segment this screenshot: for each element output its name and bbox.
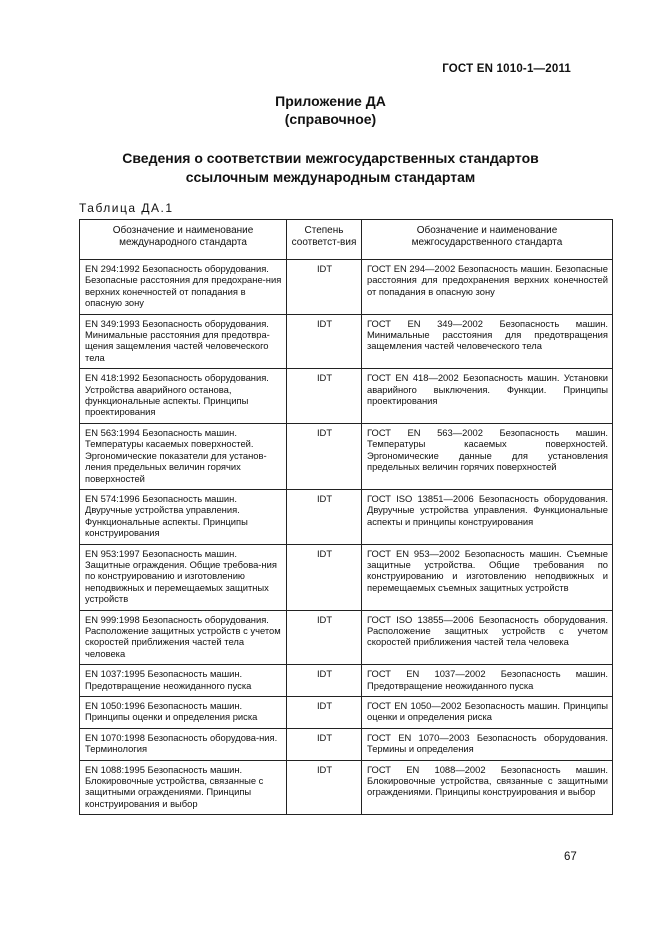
international-standard-cell: EN 574:1996 Безопасность машин. Двуручные устройства управления. Функциональные аспекты. Принципы конструирования xyxy=(80,489,287,544)
degree-cell: IDT xyxy=(287,314,362,369)
international-standard-cell: EN 1050:1996 Безопасность машин. Принципы оценки и определения риска xyxy=(80,697,287,729)
international-standard-cell: EN 294:1992 Безопасность оборудования. Безопасные расстояния для предохране-ния верхних конечностей от попадания в опасную зону xyxy=(80,260,287,315)
international-standard-cell: EN 1037:1995 Безопасность машин. Предотвращение неожиданного пуска xyxy=(80,665,287,697)
international-standard-cell: EN 418:1992 Безопасность оборудования. Устройства аварийного останова, функциональные аспекты. Принципы проектирования xyxy=(80,369,287,424)
header-degree-of-correspondence: Степень соответст-вия xyxy=(287,220,362,260)
interstate-standard-cell: ГОСТ EN 953—2002 Безопасность машин. Съемные защитные устройства. Общие требования по конструированию и изготовлению неподвижных и перемещаемых съемных защитных устройств xyxy=(362,544,613,610)
table-row xyxy=(80,697,613,729)
table-row xyxy=(80,544,613,610)
page-number: 67 xyxy=(564,851,577,863)
standards-correspondence-table xyxy=(79,219,613,815)
table-row xyxy=(80,760,613,815)
table-row xyxy=(80,260,613,315)
section-title-line1: Сведения о соответствии межгосударственных стандартов xyxy=(122,150,539,166)
table-row xyxy=(80,314,613,369)
interstate-standard-cell: ГОСТ EN 294—2002 Безопасность машин. Безопасные расстояния для предохранения верхних конечностей от попадания в опасную зону xyxy=(362,260,613,315)
table-row xyxy=(80,489,613,544)
degree-cell: IDT xyxy=(287,760,362,815)
international-standard-cell: EN 999:1998 Безопасность оборудования. Расположение защитных устройств с учетом скоростей приближения частей тела человека xyxy=(80,610,287,665)
international-standard-cell: EN 349:1993 Безопасность оборудования. Минимальные расстояния для предотвра-щения защемления частей человеческого тела xyxy=(80,314,287,369)
degree-cell: IDT xyxy=(287,369,362,424)
section-title-line2: ссылочным международным стандартам xyxy=(185,169,476,185)
interstate-standard-cell: ГОСТ EN 1050—2002 Безопасность машин. Принципы оценки и определения риска xyxy=(362,697,613,729)
international-standard-cell: EN 953:1997 Безопасность машин. Защитные ограждения. Общие требова-ния по конструированию и изготовлению неподвижных и перемещаемых защитных устройств xyxy=(80,544,287,610)
international-standard-cell: EN 1070:1998 Безопасность оборудова-ния. Терминология xyxy=(80,728,287,760)
table-row xyxy=(80,423,613,489)
table-row xyxy=(80,728,613,760)
appendix-heading xyxy=(0,92,661,128)
degree-cell: IDT xyxy=(287,728,362,760)
appendix-title: Приложение ДА xyxy=(275,93,386,109)
table-row xyxy=(80,665,613,697)
interstate-standard-cell: ГОСТ EN 1070—2003 Безопасность оборудования. Термины и определения xyxy=(362,728,613,760)
international-standard-cell: EN 1088:1995 Безопасность машин. Блокировочные устройства, связанные с защитными ограждениями. Принципы конструирования и выбор xyxy=(80,760,287,815)
interstate-standard-cell: ГОСТ ISO 13851—2006 Безопасность оборудования. Двуручные устройства управления. Функциональные аспекты и принципы конструирования xyxy=(362,489,613,544)
interstate-standard-cell: ГОСТ EN 349—2002 Безопасность машин. Минимальные расстояния для предотвращения защемления частей человеческого тела xyxy=(362,314,613,369)
degree-cell: IDT xyxy=(287,544,362,610)
international-standard-cell: EN 563:1994 Безопасность машин. Температуры касаемых поверхностей. Эргономические показатели для установ-ления предельных величин горячих поверхностей xyxy=(80,423,287,489)
degree-cell: IDT xyxy=(287,665,362,697)
interstate-standard-cell: ГОСТ EN 418—2002 Безопасность машин. Установки аварийного выключения. Функции. Принципы проектирования xyxy=(362,369,613,424)
header-international-standard: Обозначение и наименование международного стандарта xyxy=(80,220,287,260)
table-caption: Таблица ДА.1 xyxy=(79,201,174,215)
document-code: ГОСТ EN 1010-1—2011 xyxy=(442,63,571,75)
interstate-standard-cell: ГОСТ EN 1088—2002 Безопасность машин. Блокировочные устройства, связанные с защитными ограждениями. Принципы конструирования и выбор xyxy=(362,760,613,815)
table-row xyxy=(80,369,613,424)
table-row xyxy=(80,610,613,665)
table-header-row xyxy=(80,220,613,260)
interstate-standard-cell: ГОСТ EN 563—2002 Безопасность машин. Температуры касаемых поверхностей. Эргономические данные для установления предельных величин горячих поверхностей xyxy=(362,423,613,489)
appendix-subtitle: (справочное) xyxy=(284,111,377,127)
degree-cell: IDT xyxy=(287,697,362,729)
interstate-standard-cell: ГОСТ EN 1037—2002 Безопасность машин. Предотвращение неожиданного пуска xyxy=(362,665,613,697)
interstate-standard-cell: ГОСТ ISO 13855—2006 Безопасность оборудования. Расположение защитных устройств с учетом скоростей приближения частей тела человека xyxy=(362,610,613,665)
degree-cell: IDT xyxy=(287,423,362,489)
degree-cell: IDT xyxy=(287,260,362,315)
degree-cell: IDT xyxy=(287,610,362,665)
section-title xyxy=(0,149,661,187)
degree-cell: IDT xyxy=(287,489,362,544)
header-interstate-standard: Обозначение и наименование межгосударственного стандарта xyxy=(362,220,613,260)
